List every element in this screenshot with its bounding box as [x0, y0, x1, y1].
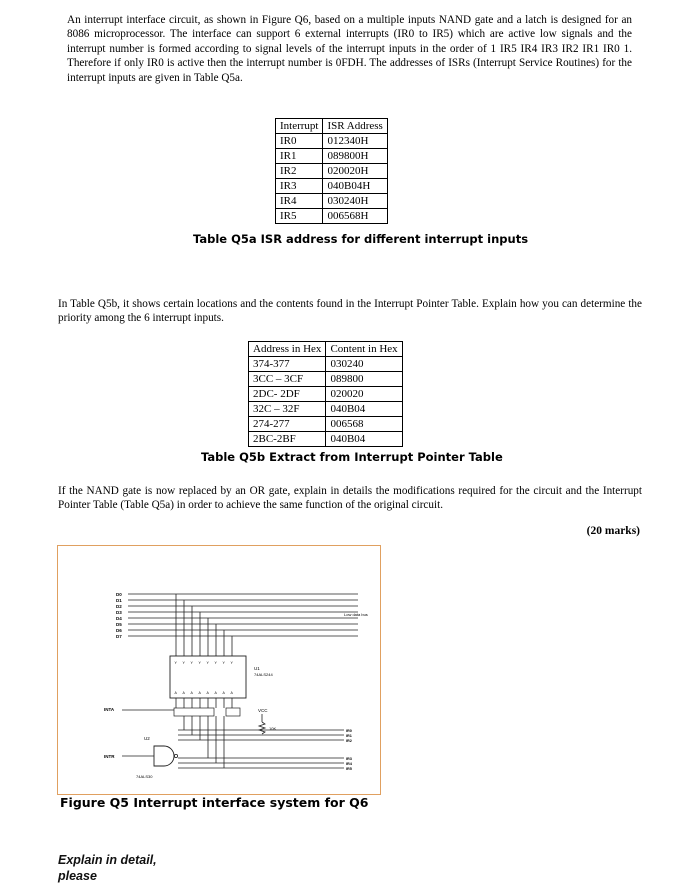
vcc-label: VCC [258, 708, 268, 713]
table-row [276, 179, 388, 194]
chip-u1-label: U1 [254, 666, 260, 671]
table-cell: IR5 [276, 209, 323, 224]
table-cell: 040B04H [323, 179, 387, 194]
data-line-label: D6 [116, 628, 122, 633]
table-cell: 020020H [323, 164, 387, 179]
u1-pin-label: A [190, 691, 193, 695]
table-row [249, 357, 403, 372]
circuit-diagram [58, 546, 380, 794]
table-cell: 040B04 [326, 432, 402, 447]
table-row [249, 402, 403, 417]
data-line-label: D5 [116, 622, 122, 627]
table-row [276, 164, 388, 179]
table-cell: 006568H [323, 209, 387, 224]
table-row [276, 149, 388, 164]
table-cell: IR4 [276, 194, 323, 209]
u1-pin-label: A [214, 691, 217, 695]
table-header-cell: ISR Address [323, 119, 387, 134]
table-row [276, 194, 388, 209]
ir-label: IR1 [346, 734, 352, 738]
chip-u2-part: 74ALS30 [136, 774, 153, 779]
u1-pin-label: Y [206, 661, 209, 665]
u1-pin-label: A [174, 691, 177, 695]
table-cell: 030240H [323, 194, 387, 209]
table-header-cell: Address in Hex [249, 342, 326, 357]
ir-label: IR4 [346, 762, 352, 766]
ir-label: IR5 [346, 767, 352, 771]
table-cell: 32C – 32F [249, 402, 326, 417]
data-line-label: D0 [116, 592, 122, 597]
u1-pin-label: A [206, 691, 209, 695]
table-row [249, 387, 403, 402]
enable-pin-block [226, 708, 240, 716]
table-cell: 274-277 [249, 417, 326, 432]
table-cell: 374-377 [249, 357, 326, 372]
table-cell: 006568 [326, 417, 402, 432]
footer-note [58, 852, 157, 884]
table-row [249, 372, 403, 387]
table-cell: 2BC-2BF [249, 432, 326, 447]
intr-label: INTR [104, 754, 115, 759]
table-row [276, 209, 388, 224]
chip-u1-part: 74ALS244 [254, 672, 273, 677]
u1-pin-label: Y [182, 661, 185, 665]
resistor-symbol [259, 722, 265, 734]
data-line-label: D2 [116, 604, 122, 609]
interrupt-pointer-table [248, 341, 403, 447]
table-cell: 089800H [323, 149, 387, 164]
u1-pin-label: A [198, 691, 201, 695]
marks-label: (20 marks) [586, 525, 640, 537]
table-cell: 2DC- 2DF [249, 387, 326, 402]
u1-pin-label: A [182, 691, 185, 695]
table-row [276, 134, 388, 149]
chip-u2-label: U2 [144, 736, 150, 741]
data-line-label: D1 [116, 598, 122, 603]
footer-note-line2: please [58, 869, 97, 883]
table-cell: 3CC – 3CF [249, 372, 326, 387]
input-pin-block [174, 708, 214, 716]
table-cell: 089800 [326, 372, 402, 387]
table-header-row [276, 119, 388, 134]
inta-label: INTA [104, 707, 115, 712]
table-header-row [249, 342, 403, 357]
bus-label: Low data bus [344, 612, 368, 617]
u1-pin-label: A [222, 691, 225, 695]
table-row [249, 432, 403, 447]
table-cell: 020020 [326, 387, 402, 402]
data-line-label: D7 [116, 634, 122, 639]
table-cell: IR0 [276, 134, 323, 149]
table-a-caption: Table Q5a ISR address for different interrupt inputs [193, 232, 529, 246]
u1-pin-label: Y [174, 661, 177, 665]
table-header-cell: Content in Hex [326, 342, 402, 357]
table-b-caption: Table Q5b Extract from Interrupt Pointer Table [201, 450, 503, 464]
table-cell: 012340H [323, 134, 387, 149]
figure-caption: Figure Q5 Interrupt interface system for Q6 [60, 795, 369, 810]
table-cell: IR2 [276, 164, 323, 179]
circuit-figure [57, 545, 381, 795]
ir-label: IR2 [346, 739, 352, 743]
table-b-question: In Table Q5b, it shows certain locations and the contents found in the Interrupt Pointer Table. Explain how you can determine the priority among the 6 interrupt inputs. [58, 298, 642, 325]
ir-label: IR3 [346, 757, 352, 761]
table-cell: IR3 [276, 179, 323, 194]
resistor-label: 10K [269, 726, 277, 731]
data-line-label: D3 [116, 610, 122, 615]
u1-pin-label: A [230, 691, 233, 695]
or-gate-question: If the NAND gate is now replaced by an OR gate, explain in details the modifications required for the circuit and the Interrupt Pointer Table (Table Q5a) in order to achieve the same function of the original circuit. [58, 485, 642, 512]
u1-pin-label: Y [198, 661, 201, 665]
footer-note-line1: Explain in detail, [58, 853, 157, 867]
u1-pin-label: Y [214, 661, 217, 665]
ir-label: IR0 [346, 729, 352, 733]
nand-gate-symbol [154, 746, 174, 766]
table-header-cell: Interrupt [276, 119, 323, 134]
u1-pin-label: Y [230, 661, 233, 665]
table-row [249, 417, 403, 432]
u1-pin-label: Y [190, 661, 193, 665]
u1-pin-label: Y [222, 661, 225, 665]
nand-bubble [174, 754, 177, 757]
table-cell: 040B04 [326, 402, 402, 417]
table-cell: IR1 [276, 149, 323, 164]
intro-paragraph: An interrupt interface circuit, as shown in Figure Q6, based on a multiple inputs NAND gate and a latch is designed for an 8086 microprocessor. The interface can support 6 external interrupts (IR0 to IR5) which are active low signals and the interrupt number is formed according to signal levels of the interrupt inputs in the order of 1 IR5 IR4 IR3 IR2 IR1 IR0 1. Therefore if only IR0 is active then the interrupt number is 0FDH. The addresses of ISRs (Interrupt Service Routines) for the interrupt inputs are given in Table Q5a. [67, 14, 632, 84]
isr-address-table [275, 118, 388, 224]
data-line-label: D4 [116, 616, 122, 621]
table-cell: 030240 [326, 357, 402, 372]
